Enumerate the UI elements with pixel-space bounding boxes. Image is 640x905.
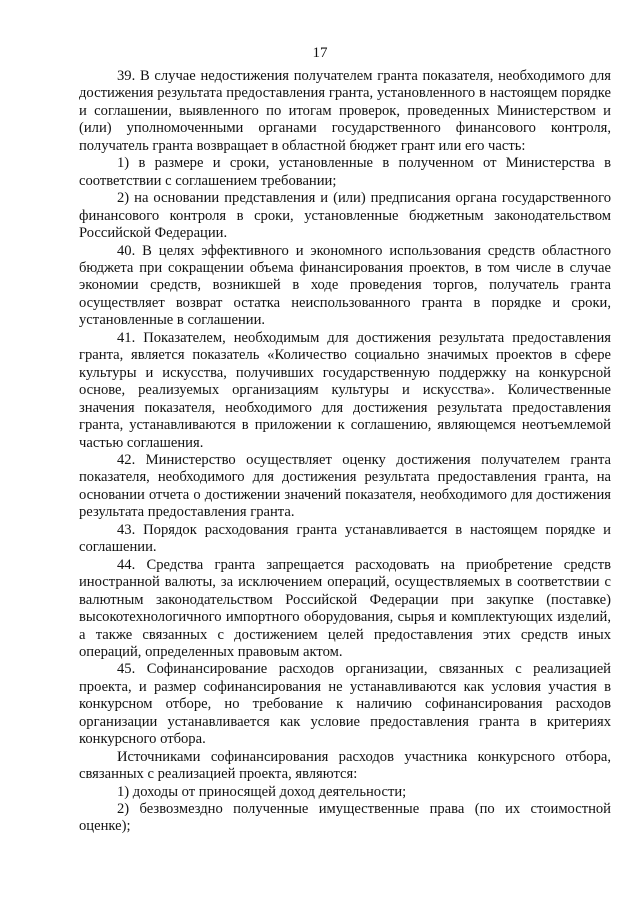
paragraph-41: 41. Показателем, необходимым для достижения результата предоставления гранта, является показатель «Количество социально значимых проектов в сфере культуры и искусства, получивших государственную поддержку на конкурсной основе, реализуемых организациям культуры и искусства». Количественные значения показателя, необходимого для достижения результата предоставления гранта, устанавливаются в приложении к соглашению, являющемся неотъемлемой частью соглашения.: [79, 329, 611, 451]
paragraph-39-item-1: 1) в размере и сроки, установленные в полученном от Министерства в соответствии с соглашением требовании;: [79, 155, 611, 189]
page-number: 17: [312, 45, 328, 61]
paragraph-43: 43. Порядок расходования гранта устанавливается в настоящем порядке и соглашении.: [79, 521, 611, 556]
paragraph-45: 45. Софинансирование расходов организации, связанных с реализацией проекта, и размер софинансирования не устанавливаются как условия участия в конкурсном отборе, но требование к наличию софинансирования расходов организации устанавливается как условие предоставления гранта в критериях конкурсного отбора.: [79, 661, 611, 748]
paragraph-40: 40. В целях эффективного и экономного использования средств областного бюджета при сокращении объема финансирования проектов, в том числе в случае экономии средств, возникшей в ходе проведения торгов, получатель гранта осуществляет возврат остатка неиспользованного гранта в порядке и сроки, установленные в соглашении.: [79, 242, 611, 329]
paragraph-42: 42. Министерство осуществляет оценку достижения получателем гранта показателя, необходимого для достижения результата предоставления гранта, на основании отчета о достижении значений показателя, необходимого для достижения результата предоставления гранта.: [79, 451, 611, 521]
paragraph-45-sources-intro: Источниками софинансирования расходов участника конкурсного отбора, связанных с реализацией проекта, являются:: [79, 748, 611, 783]
paragraph-39: 39. В случае недостижения получателем гранта показателя, необходимого для достижения результата предоставления гранта, установленного в настоящем порядке и соглашении, выявленного по итогам проверок, проведенных Министерством и (или) уполномоченными органами государственного финансового контроля, получатель гранта возвращает в областной бюджет грант или его часть:: [79, 68, 611, 154]
paragraph-45-source-2: 2) безвозмездно полученные имущественные права (по их стоимостной оценке);: [79, 801, 611, 835]
paragraph-39-item-2: 2) на основании представления и (или) предписания органа государственного финансового контроля в сроки, установленные бюджетным законодательством Российской Федерации.: [79, 190, 611, 242]
paragraph-44: 44. Средства гранта запрещается расходовать на приобретение средств иностранной валюты, за исключением операций, осуществляемых в соответствии с валютным законодательством Российской Федерации при закупке (поставке) высокотехнологичного импортного оборудования, сырья и комплектующих изделий, а также связанных с достижением целей предоставления этих средств иных операций, определенных правовым актом.: [79, 556, 611, 660]
paragraph-45-source-1: 1) доходы от приносящей доход деятельности;: [117, 783, 407, 800]
document-body: [79, 68, 611, 836]
